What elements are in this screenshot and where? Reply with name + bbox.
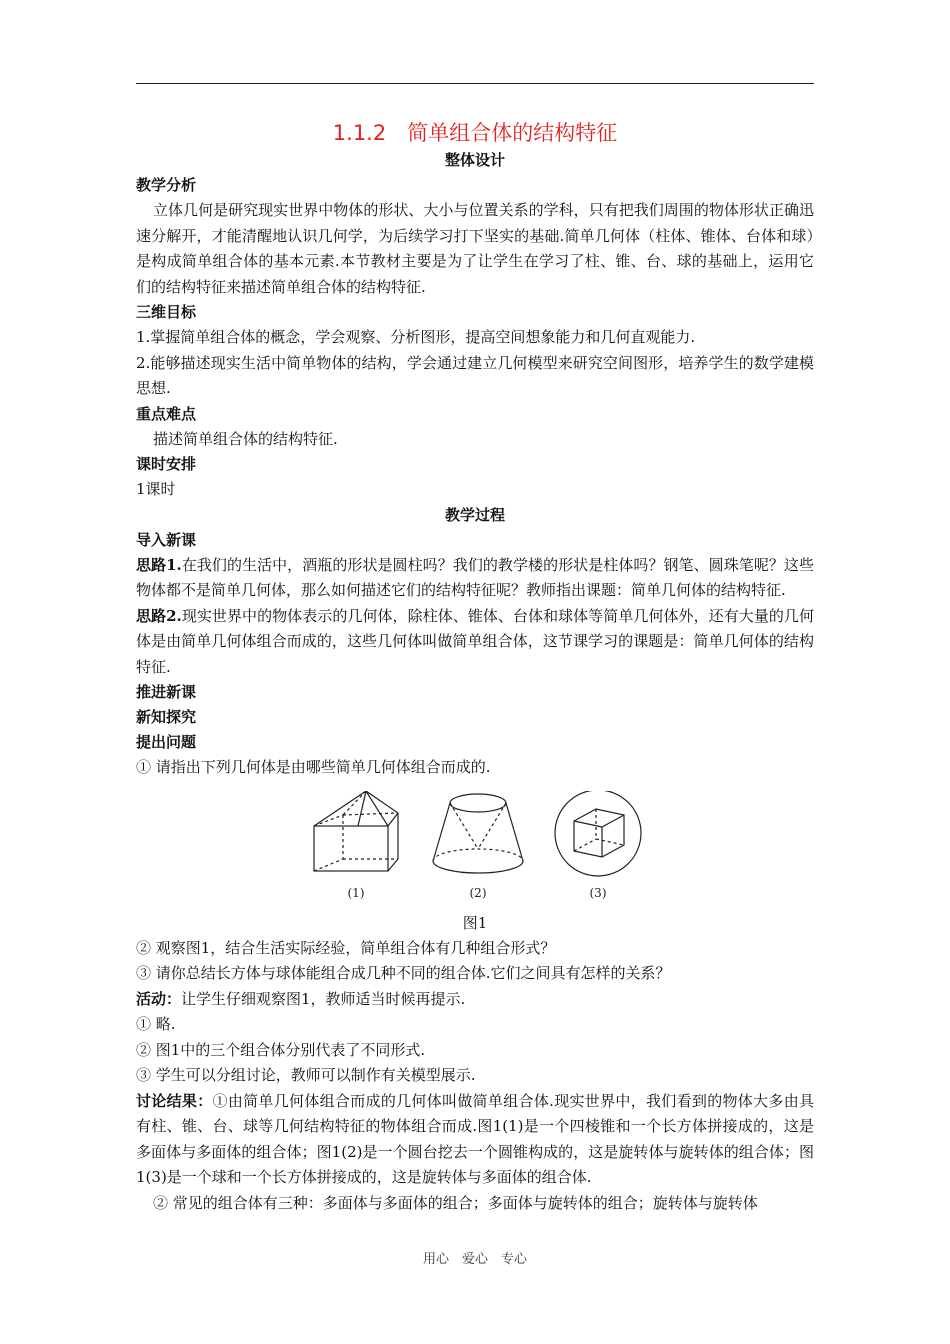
discussion-text: ①由简单几何体组合而成的几何体叫做简单组合体.现实世界中，我们看到的物体大多由具有柱、锥、台、球等几何结构特征的物体组合而成.图1(1)是一个四棱锥和一个长方体拼接成的，这是多面体与多面体的组合体；图1(2)是一个圆台挖去一个圆锥构成的，这是旋转体与旋转体的组合体；图1(3)是一个球和一个长方体拼接成的，这是旋转体与多面体的组合体. — [136, 1091, 814, 1186]
discussion-result-2: ② 常见的组合体有三种：多面体与多面体的组合；多面体与旋转体的组合；旋转体与旋转体 — [153, 1193, 758, 1212]
figure-label-1: (1) — [347, 885, 365, 900]
activity-answer-3: ③ 学生可以分组讨论，教师可以制作有关模型展示. — [136, 1066, 476, 1084]
intro-idea-1 — [136, 553, 814, 604]
question-2: ② 观察图1，结合生活实际经验，简单组合体有几种组合形式？ — [136, 938, 556, 957]
question-3: ③ 请你总结长方体与球体能组合成几种不同的组合体.它们之间具有怎样的关系？ — [136, 964, 671, 982]
goals-heading: 三维目标 — [136, 303, 197, 321]
figure-label-3: (3) — [589, 885, 607, 900]
activity-label: 活动： — [136, 989, 182, 1008]
key-points-heading: 重点难点 — [136, 404, 197, 423]
activity-answer-1: ① 略. — [136, 1015, 176, 1033]
explore-heading: 新知探究 — [136, 708, 197, 726]
figure-1 — [136, 791, 814, 909]
idea-2-text: 现实世界中的物体表示的几何体，除柱体、锥体、台体和球体等简单几何体外，还有大量的几何体是由简单几何体组合而成的，这些几何体叫做简单组合体，这节课学习的课题是：简单几何体的结构特征. — [136, 606, 814, 676]
question-heading: 提出问题 — [136, 733, 197, 751]
pyramid-on-box-shape — [314, 791, 398, 871]
goal-item-1: 1.掌握简单组合体的概念，学会观察、分析图形，提高空间想象能力和几何直观能力. — [136, 328, 696, 346]
intro-heading: 导入新课 — [136, 530, 197, 549]
figure-1-drawing — [306, 791, 646, 909]
advance-heading: 推进新课 — [136, 683, 197, 701]
document-body — [136, 118, 814, 1216]
key-points-text: 描述简单组合体的结构特征. — [153, 429, 338, 448]
sphere-with-box-shape — [555, 791, 641, 876]
analysis-text: 立体几何是研究现实世界中物体的形状、大小与位置关系的学科，只有把我们周围的物体形状正确迅速分解开，才能清醒地认识几何学，为后续学习打下坚实的基础.简单几何体（柱体、锥体、台体和球）是构成简单组合体的基本元素.本节教材主要是为了让学生在学习了柱、锥、台、球的基础上，运用它们的结构特征来描述简单组合体的结构特征. — [136, 201, 814, 296]
analysis-heading: 教学分析 — [136, 176, 197, 194]
discussion-label: 讨论结果： — [136, 1091, 213, 1110]
discussion-result — [136, 1089, 814, 1191]
schedule-heading: 课时安排 — [136, 455, 197, 473]
activity-text: 让学生仔细观察图1，教师适当时候再提示. — [181, 989, 466, 1008]
intro-idea-2 — [136, 604, 814, 681]
lesson-title: 1.1.2 简单组合体的结构特征 — [332, 121, 618, 145]
idea-2-label: 思路2. — [136, 606, 182, 625]
figure-label-2: (2) — [469, 885, 487, 900]
question-1: ① 请指出下列几何体是由哪些简单几何体组合而成的. — [136, 758, 491, 776]
process-heading: 教学过程 — [444, 505, 505, 524]
page-footer: 用心 爱心 专心 — [422, 1252, 527, 1267]
header-rule — [136, 83, 814, 84]
activity-line — [136, 987, 814, 1013]
idea-1-text: 在我们的生活中，酒瓶的形状是圆柱吗？我们的教学楼的形状是柱体吗？钢笔、圆珠笔呢？这些物体都不是简单几何体，那么如何描述它们的结构特征呢？教师指出课题：简单几何体的结构特征. — [136, 555, 814, 599]
overall-design-heading: 整体设计 — [444, 151, 505, 169]
frustum-minus-cone-shape — [433, 794, 523, 873]
activity-answer-2: ② 图1中的三个组合体分别代表了不同形式. — [136, 1040, 426, 1059]
goal-item-2: 2.能够描述现实生活中简单物体的结构，学会通过建立几何模型来研究空间图形，培养学生的数学建模思想. — [136, 353, 814, 397]
idea-1-label: 思路1. — [136, 555, 182, 574]
figure-caption: 图1 — [462, 913, 488, 932]
schedule-text: 1课时 — [136, 480, 176, 498]
